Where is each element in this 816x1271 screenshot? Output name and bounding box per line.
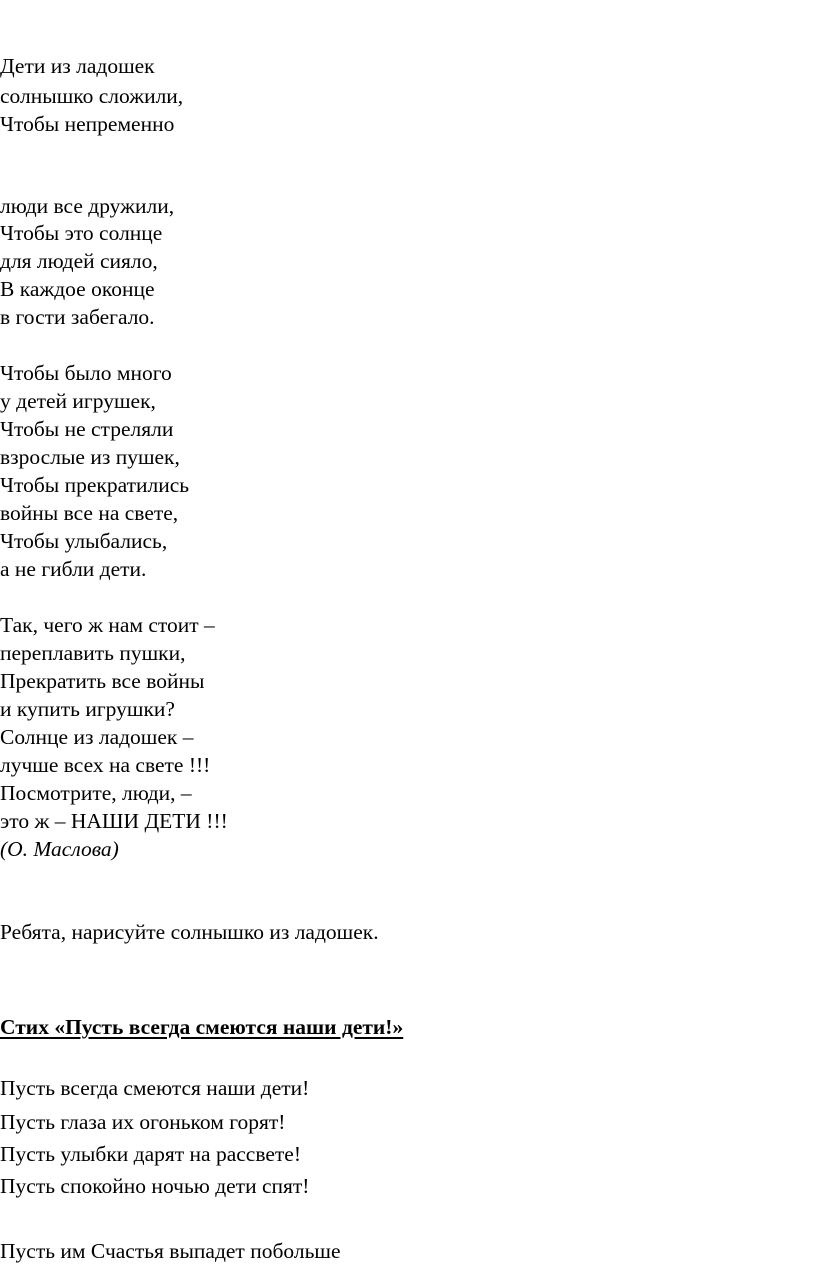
poem-line: Чтобы прекратились — [0, 473, 190, 497]
poem-line: у детей игрушек, — [0, 389, 156, 413]
instruction-text: Ребята, нарисуйте солнышко из ладошек. — [0, 920, 379, 944]
poem-line: Солнце из ладошек – — [0, 725, 194, 749]
poem-line: Так, чего ж нам стоит – — [0, 613, 215, 637]
poem-line: а не гибли дети. — [0, 557, 147, 581]
poem-title: Стих «Пусть всегда смеются наши дети!» — [0, 1015, 404, 1039]
poem-author: (О. Маслова) — [0, 837, 119, 861]
poem-line: Пусть спокойно ночью дети спят! — [0, 1174, 310, 1198]
poem-line: Чтобы было много — [0, 361, 172, 385]
poem-line: Прекратить все войны — [0, 669, 205, 693]
poem-line: Пусть глаза их огоньком горят! — [0, 1110, 286, 1134]
poem-line: взрослые из пушек, — [0, 445, 180, 469]
poem-line: люди все дружили, — [0, 194, 175, 218]
poem-line: Чтобы улыбались, — [0, 529, 168, 553]
poem-line: Дети из ладошек — [0, 54, 155, 78]
poem-line: лучше всех на свете !!! — [0, 753, 211, 777]
poem-line: Чтобы не стреляли — [0, 417, 174, 441]
poem-line: Чтобы это солнце — [0, 221, 163, 245]
poem-line: Пусть им Счастья выпадет побольше — [0, 1239, 341, 1263]
poem-line: в гости забегало. — [0, 305, 155, 329]
poem-line: для людей сияло, — [0, 249, 158, 273]
poem-line: Пусть улыбки дарят на рассвете! — [0, 1142, 301, 1166]
poem-line: Чтобы непременно — [0, 112, 175, 136]
poem-line: и купить игрушки? — [0, 697, 175, 721]
poem-line: солнышко сложили, — [0, 84, 184, 108]
poem-line: переплавить пушки, — [0, 641, 186, 665]
poem-line: войны все на свете, — [0, 501, 179, 525]
poem-line: Пусть всегда смеются наши дети! — [0, 1076, 310, 1100]
poem-line: Посмотрите, люди, – — [0, 781, 192, 805]
poem-line: это ж – НАШИ ДЕТИ !!! — [0, 809, 228, 833]
poem-line: В каждое оконце — [0, 277, 155, 301]
